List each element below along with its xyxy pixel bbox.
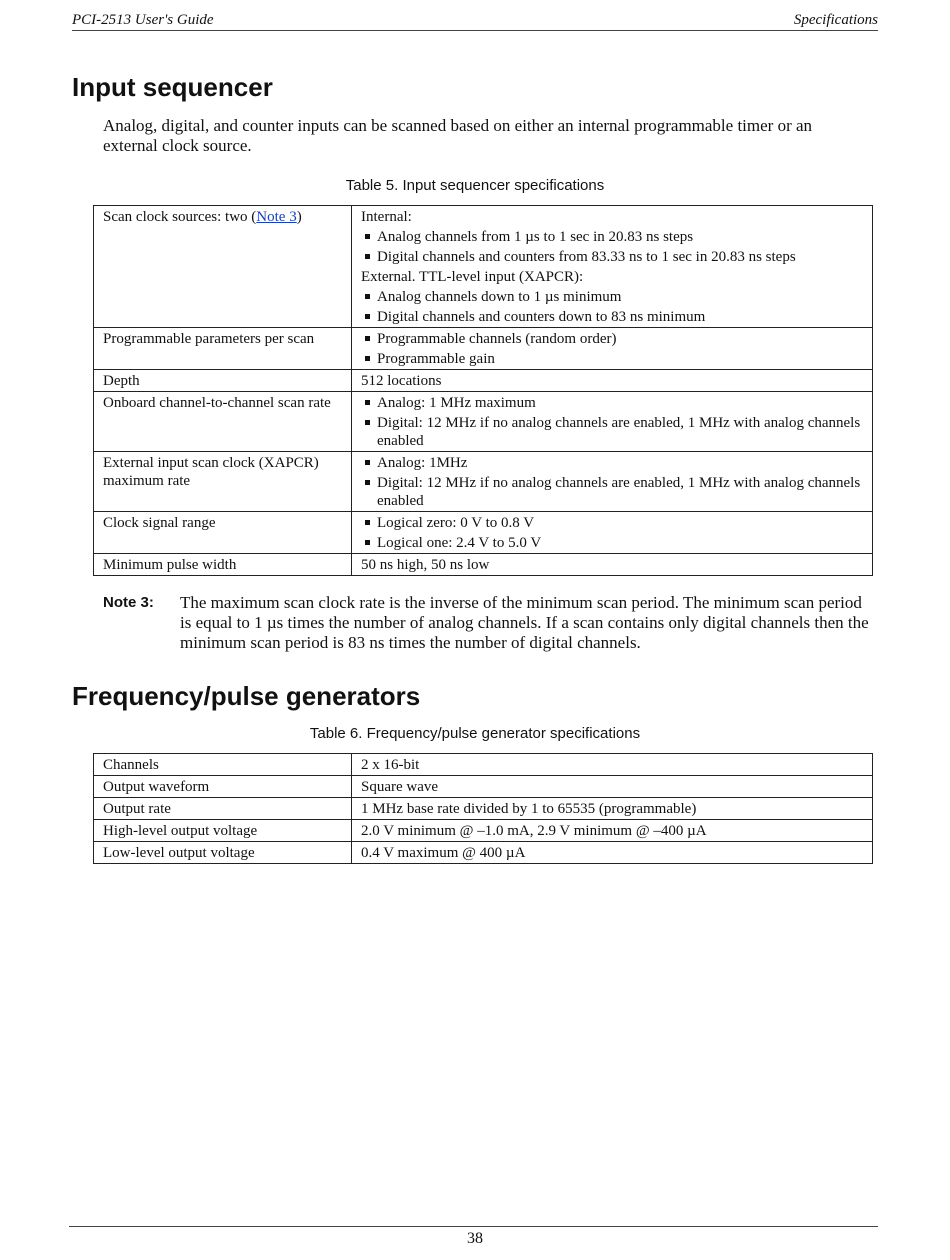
bullet-item: Analog: 1MHz [361,454,864,472]
row-label: Clock signal range [94,512,352,554]
row-label: Programmable parameters per scan [94,328,352,370]
bullet-item: Analog channels from 1 µs to 1 sec in 20.83 ns steps [361,228,864,246]
row-label: Onboard channel-to-channel scan rate [94,392,352,452]
bullet-item: Digital: 12 MHz if no analog channels are enabled, 1 MHz with analog channels enabled [361,474,864,510]
intro-paragraph: Analog, digital, and counter inputs can be scanned based on either an internal programmable timer or an external clock source. [103,116,813,155]
label-text: Scan clock sources: two ( [103,209,257,225]
internal-label: Internal: [361,209,412,225]
footer-rule [69,1226,878,1227]
row-label: Depth [94,370,352,392]
row-label: External input scan clock (XAPCR) maximum rate [94,452,352,512]
external-label: External. TTL-level input (XAPCR): [361,269,584,285]
bullet-item: Logical one: 2.4 V to 5.0 V [361,534,864,552]
page-number: 38 [467,1230,483,1247]
table-row [94,370,873,392]
table-row [94,392,873,452]
bullet-item: Programmable gain [361,350,864,368]
note-text: The maximum scan clock rate is the inverse of the minimum scan period. The minimum scan period is equal to 1 µs times the number of analog channels. If a scan contains only digital channels then the minimum scan period is 83 ns times the number of digital channels. [180,593,869,652]
running-header [72,12,878,31]
header-document-title: PCI-2513 User's Guide [72,12,214,28]
row-label: Channels [94,754,352,776]
row-value: Square wave [352,776,873,798]
row-label: High-level output voltage [94,820,352,842]
note-3-link[interactable]: Note 3 [256,209,297,225]
row-value: 0.4 V maximum @ 400 µA [352,842,873,864]
table-row [94,554,873,576]
row-value [352,452,873,512]
row-label: Output waveform [94,776,352,798]
row-value [352,206,873,328]
row-label: Low-level output voltage [94,842,352,864]
bullet-item: Programmable channels (random order) [361,330,864,348]
row-value: 1 MHz base rate divided by 1 to 65535 (programmable) [352,798,873,820]
table-row [94,754,873,776]
row-value [352,328,873,370]
row-value: 2 x 16-bit [352,754,873,776]
table-row [94,512,873,554]
note-3 [103,593,873,653]
row-value [352,512,873,554]
bullet-item: Digital: 12 MHz if no analog channels are enabled, 1 MHz with analog channels enabled [361,414,864,450]
table-row [94,452,873,512]
row-label: Output rate [94,798,352,820]
row-label [94,206,352,328]
table-5-caption: Table 5. Input sequencer specifications [345,177,605,194]
bullet-item: Digital channels and counters from 83.33 ns to 1 sec in 20.83 ns steps [361,248,864,266]
table-row [94,206,873,328]
bullet-item: Digital channels and counters down to 83 ns minimum [361,308,864,326]
row-value: 2.0 V minimum @ –1.0 mA, 2.9 V minimum @ –400 µA [352,820,873,842]
input-sequencer-table [93,205,873,576]
row-label: Minimum pulse width [94,554,352,576]
table-row [94,842,873,864]
row-value [352,392,873,452]
table-row [94,776,873,798]
table-6-caption: Table 6. Frequency/pulse generator specifications [309,725,641,742]
section-heading-frequency-pulse-generators: Frequency/pulse generators [72,681,421,711]
frequency-pulse-table [93,753,873,864]
table-row [94,820,873,842]
label-text: ) [296,209,302,225]
bullet-item: Analog channels down to 1 µs minimum [361,288,864,306]
bullet-item: Analog: 1 MHz maximum [361,394,864,412]
header-section-title: Specifications [793,12,878,28]
bullet-item: Logical zero: 0 V to 0.8 V [361,514,864,532]
row-value: 512 locations [352,370,873,392]
note-label: Note 3: [103,594,154,611]
section-heading-input-sequencer: Input sequencer [72,72,273,102]
table-row [94,328,873,370]
row-value: 50 ns high, 50 ns low [352,554,873,576]
table-row [94,798,873,820]
